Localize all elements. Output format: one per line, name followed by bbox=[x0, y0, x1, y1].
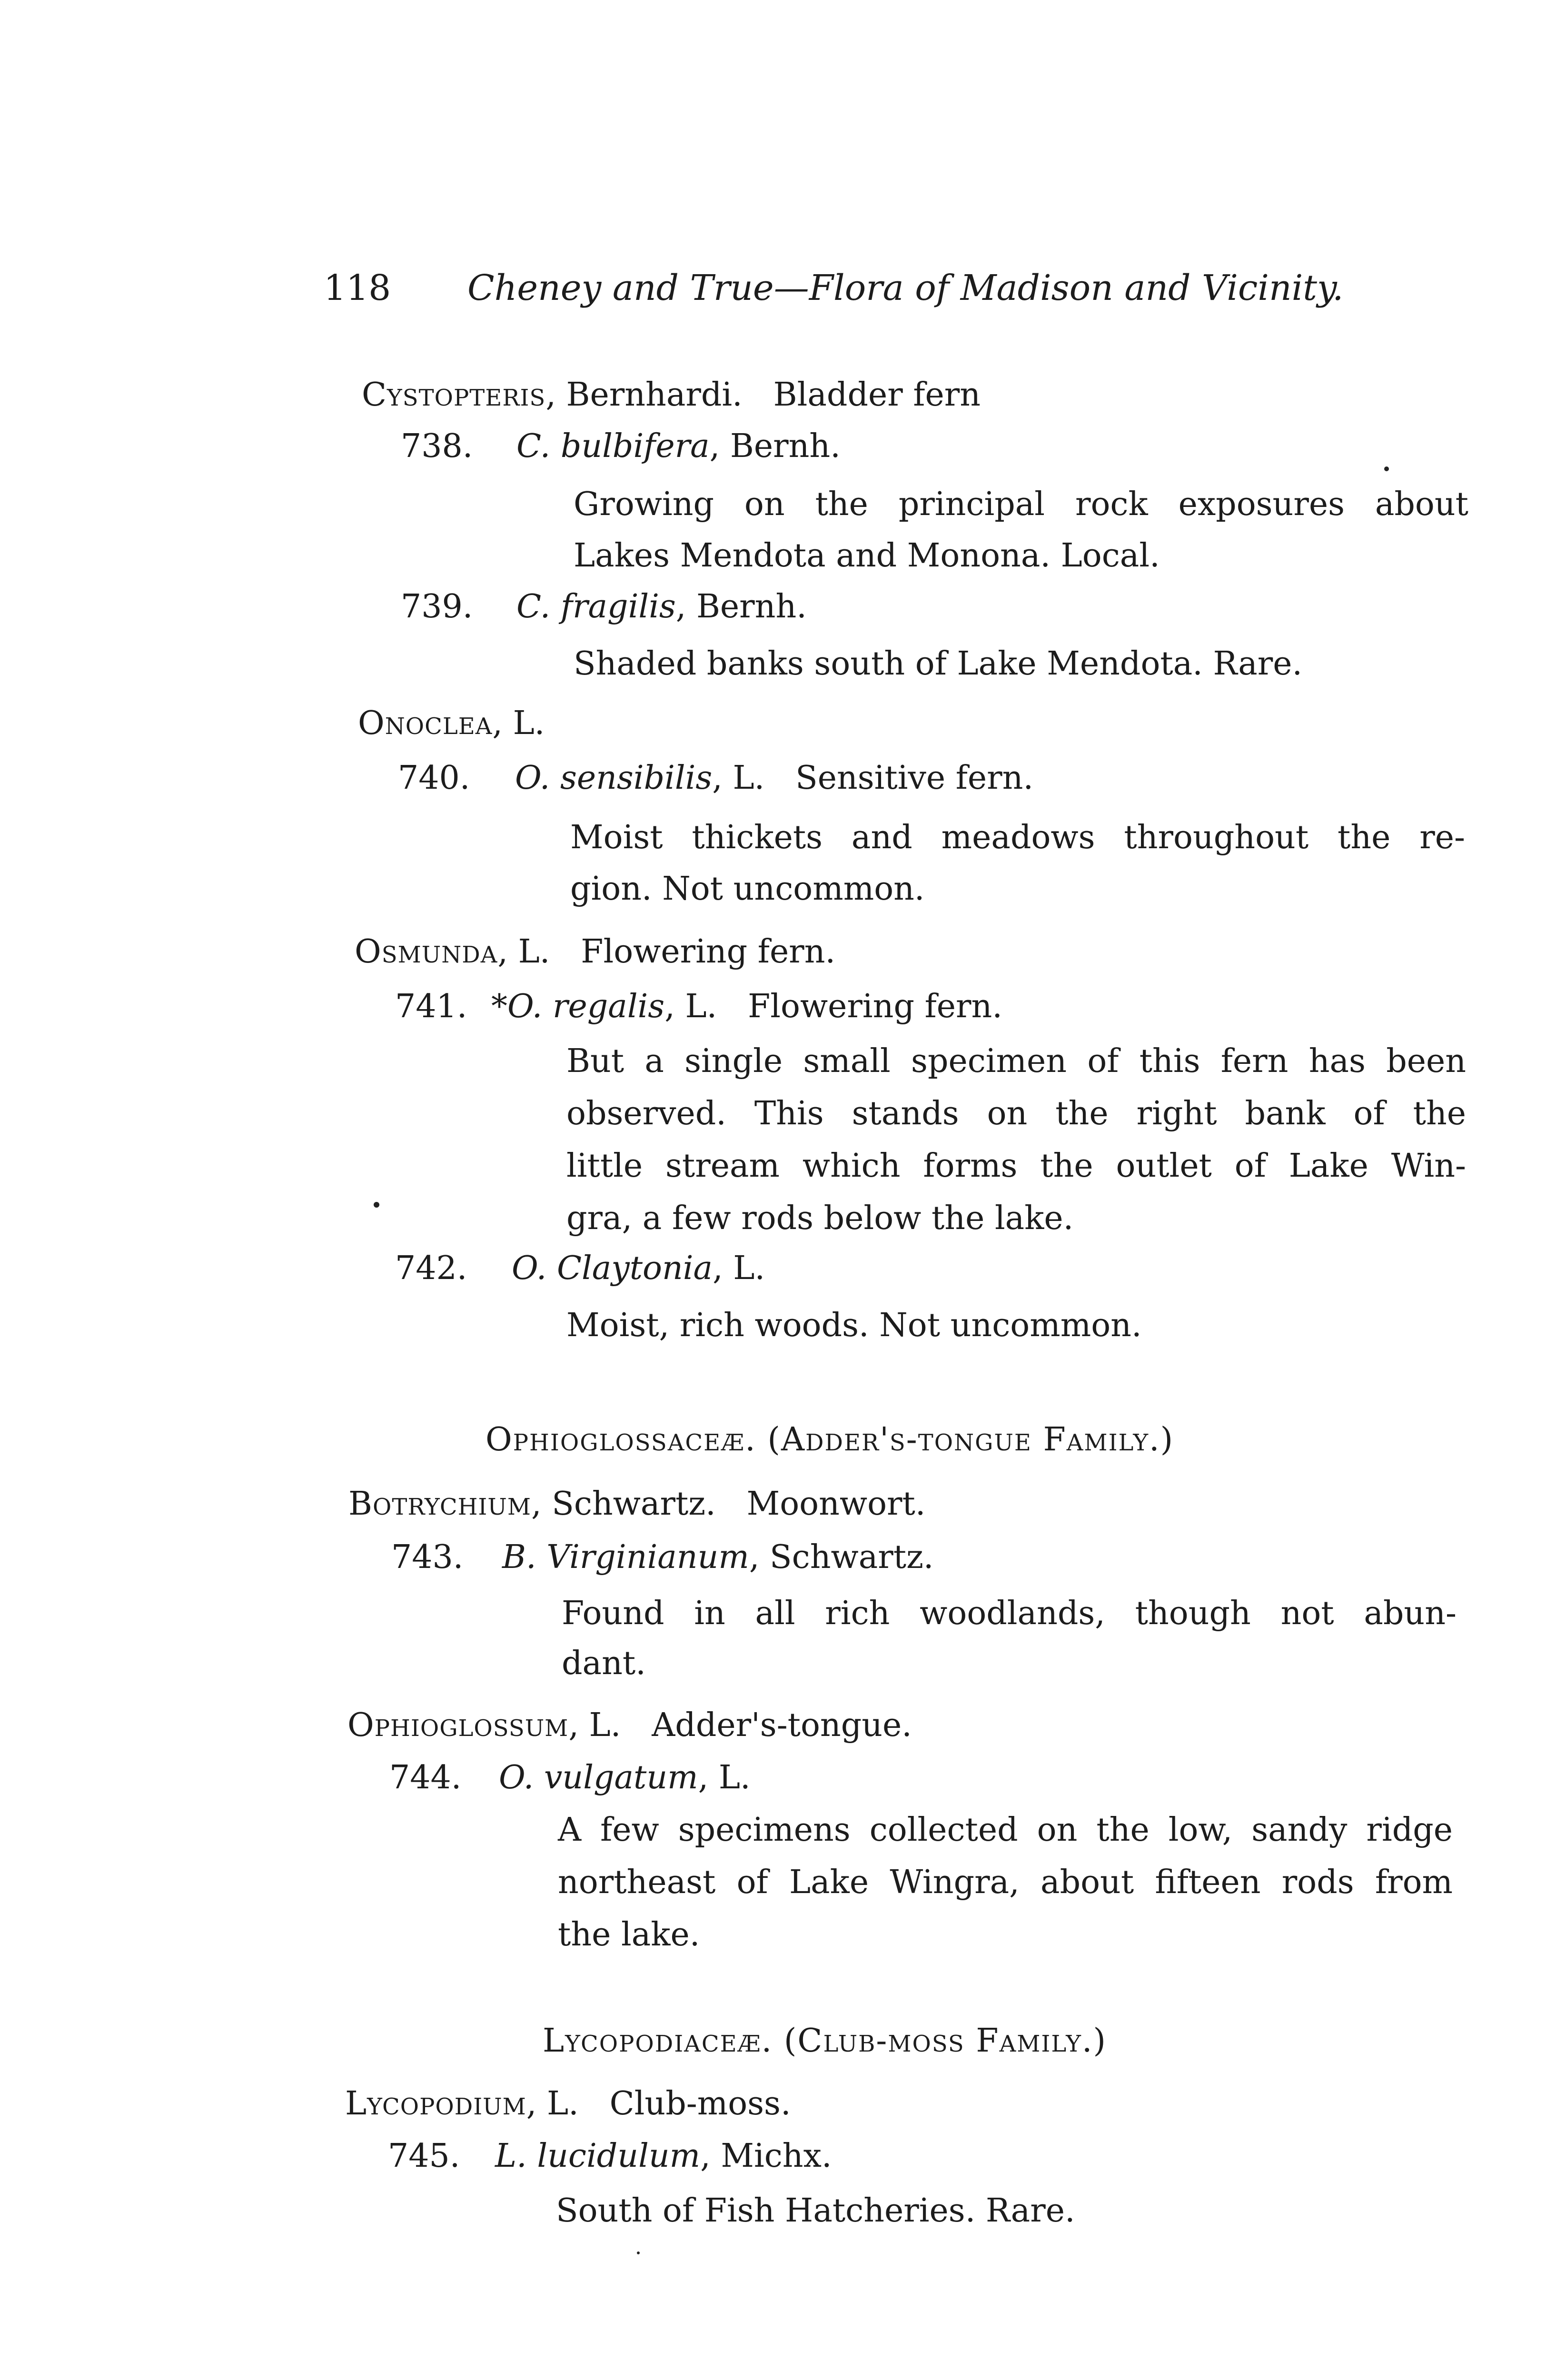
species-description-line: Found in all rich woodlands, though not abun- bbox=[562, 1595, 1457, 1632]
species-description-line: Growing on the principal rock exposures about bbox=[574, 486, 1468, 523]
genus-heading-osmunda bbox=[355, 933, 835, 971]
species-number: 738. bbox=[401, 427, 473, 465]
species-entry bbox=[499, 1759, 751, 1797]
species-description-line: northeast of Lake Wingra, about fifteen rods from bbox=[558, 1864, 1453, 1901]
species-description-line: Moist, rich woods. Not uncommon. bbox=[566, 1307, 1142, 1344]
family-heading-lycopodiaceae: Lycopodiaceæ. (Club-moss Family.) bbox=[543, 2022, 1107, 2060]
genus-heading-botrychium bbox=[348, 1485, 925, 1523]
genus-common-name: Bladder fern bbox=[773, 376, 981, 414]
species-name: C. fragilis bbox=[516, 588, 676, 625]
species-entry bbox=[502, 1538, 934, 1577]
genus-name: Ophioglossum bbox=[347, 1706, 569, 1744]
genus-name: Lycopodium bbox=[345, 2085, 526, 2122]
species-entry bbox=[495, 2137, 832, 2175]
species-entry bbox=[491, 988, 1002, 1026]
species-authority: , L. bbox=[713, 1250, 765, 1287]
genus-name: Cystopteris bbox=[362, 376, 546, 414]
species-description-line: A few specimens collected on the low, sandy ridge bbox=[558, 1811, 1453, 1849]
species-common-name: Flowering fern. bbox=[748, 988, 1002, 1025]
family-heading-ophioglossaceae: Ophioglossaceæ. (Adder's-tongue Family.) bbox=[486, 1421, 1174, 1458]
running-title: Cheney and True—Flora of Madison and Vicinity. bbox=[467, 268, 1344, 308]
genus-common-name: Club-moss. bbox=[609, 2085, 791, 2122]
species-name: *O. regalis bbox=[491, 988, 665, 1025]
genus-authority: , L. bbox=[568, 1706, 621, 1744]
species-number: 740. bbox=[398, 759, 470, 797]
species-description-line: gion. Not uncommon. bbox=[570, 870, 925, 908]
species-authority: , L. bbox=[664, 988, 717, 1025]
species-number: 739. bbox=[401, 588, 473, 625]
species-name: L. lucidulum bbox=[495, 2137, 701, 2175]
species-number: 741. bbox=[395, 988, 467, 1025]
species-description-line: the lake. bbox=[558, 1916, 700, 1954]
species-description-line: dant. bbox=[562, 1645, 646, 1682]
genus-heading-ophioglossum bbox=[347, 1706, 912, 1745]
ink-speck bbox=[637, 2251, 640, 2254]
genus-heading-cystopteris bbox=[362, 376, 981, 414]
species-common-name: Sensitive fern. bbox=[795, 759, 1034, 797]
species-name: B. Virginianum bbox=[502, 1538, 749, 1576]
species-authority: , Schwartz. bbox=[749, 1538, 934, 1576]
genus-heading-lycopodium bbox=[345, 2085, 791, 2123]
species-entry bbox=[516, 588, 807, 626]
genus-authority: , Bernhardi. bbox=[545, 376, 743, 414]
species-number: 742. bbox=[395, 1250, 467, 1287]
species-description-line: Shaded banks south of Lake Mendota. Rare. bbox=[574, 645, 1303, 683]
species-name: O. vulgatum bbox=[499, 1759, 698, 1796]
genus-common-name: Flowering fern. bbox=[581, 933, 836, 971]
ink-speck bbox=[1384, 466, 1389, 471]
species-authority: , Bernh. bbox=[709, 427, 841, 465]
species-description-line: observed. This stands on the right bank of the bbox=[566, 1095, 1466, 1132]
page-number: 118 bbox=[324, 268, 391, 308]
species-authority: , Bernh. bbox=[675, 588, 807, 625]
species-name: O. sensibilis bbox=[515, 759, 713, 797]
species-description-line: Lakes Mendota and Monona. Local. bbox=[574, 537, 1160, 575]
species-description-line: little stream which forms the outlet of Lake Win- bbox=[566, 1147, 1466, 1185]
species-authority: , Michx. bbox=[700, 2137, 832, 2175]
genus-authority: , L. bbox=[497, 933, 550, 971]
species-description-line: South of Fish Hatcheries. Rare. bbox=[556, 2192, 1075, 2230]
ink-speck bbox=[374, 1202, 379, 1208]
genus-authority: , L. bbox=[492, 704, 545, 742]
species-authority: , L. bbox=[712, 759, 765, 797]
species-authority: , L. bbox=[698, 1759, 751, 1796]
genus-heading-onoclea bbox=[358, 704, 545, 743]
genus-common-name: Adder's-tongue. bbox=[652, 1706, 912, 1744]
species-entry bbox=[515, 759, 1033, 797]
genus-name: Osmunda bbox=[355, 933, 498, 971]
species-description-line: Moist thickets and meadows throughout the re- bbox=[570, 819, 1465, 856]
species-number: 744. bbox=[389, 1759, 462, 1796]
genus-common-name: Moonwort. bbox=[746, 1485, 926, 1523]
genus-name: Onoclea bbox=[358, 704, 493, 742]
species-description-line: But a single small specimen of this fern has been bbox=[566, 1042, 1466, 1080]
species-entry bbox=[512, 1250, 765, 1288]
genus-authority: , L. bbox=[526, 2085, 579, 2122]
genus-authority: , Schwartz. bbox=[531, 1485, 716, 1523]
species-number: 743. bbox=[391, 1538, 464, 1576]
species-name: O. Claytonia bbox=[512, 1250, 713, 1287]
species-description-line: gra, a few rods below the lake. bbox=[566, 1200, 1074, 1237]
species-name: C. bulbifera bbox=[516, 427, 710, 465]
species-entry bbox=[516, 427, 841, 466]
species-number: 745. bbox=[388, 2137, 460, 2175]
genus-name: Botrychium bbox=[348, 1485, 531, 1523]
